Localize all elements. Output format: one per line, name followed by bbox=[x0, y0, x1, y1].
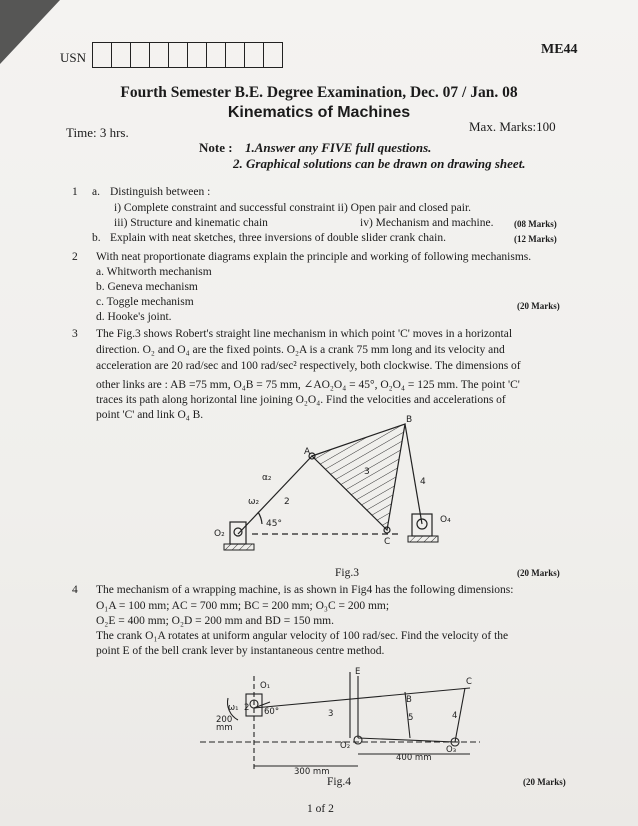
subject-code: ME44 bbox=[541, 42, 578, 57]
svg-text:C: C bbox=[466, 677, 472, 687]
svg-text:2: 2 bbox=[284, 497, 290, 507]
svg-text:O₃: O₃ bbox=[446, 745, 457, 755]
svg-text:A: A bbox=[304, 447, 311, 457]
svg-text:5: 5 bbox=[408, 713, 414, 723]
svg-text:ω₁: ω₁ bbox=[228, 703, 239, 713]
scan-corner bbox=[0, 0, 60, 64]
q1-a-line2b: iv) Mechanism and machine. bbox=[360, 217, 494, 229]
exam-title: Fourth Semester B.E. Degree Examination, Dec. 07 / Jan. 08 bbox=[120, 84, 518, 101]
note-line-1: 1.Answer any FIVE full questions. bbox=[245, 140, 432, 155]
fig3-diagram bbox=[200, 412, 460, 572]
time-allowed: Time: 3 hrs. bbox=[66, 125, 129, 140]
q3-line6: point 'C' and link O₄ B. bbox=[96, 409, 204, 421]
q4-line5: point E of the bell crank lever by instantaneous centre method. bbox=[96, 645, 385, 657]
q3-line3: acceleration are 20 rad/sec and 100 rad/sec² respectively, both clockwise. The dimensions of bbox=[96, 360, 521, 372]
svg-text:O₁: O₁ bbox=[260, 681, 271, 691]
q1-a-line1: i) Complete constraint and successful constraint ii) Open pair and closed pair. bbox=[114, 202, 472, 214]
svg-text:B: B bbox=[406, 695, 412, 705]
q3-number: 3 bbox=[72, 328, 78, 340]
svg-text:60°: 60° bbox=[264, 707, 280, 717]
q4-line1: The mechanism of a wrapping machine, is as shown in Fig4 has the following dimensions: bbox=[96, 584, 514, 596]
fig4-caption: Fig.4 bbox=[327, 776, 351, 788]
subject-title: Kinematics of Machines bbox=[227, 104, 411, 121]
q2-number: 2 bbox=[72, 251, 78, 263]
q2-text: With neat proportionate diagrams explain the principle and working of following mechanisms. bbox=[96, 251, 532, 263]
q3-line4: other links are : AB =75 mm, O₄B = 75 mm, ∠AO₂O₄ = 45°, O₂O₄ = 125 mm. The point 'C' bbox=[96, 379, 520, 391]
svg-text:200: 200 bbox=[216, 715, 233, 725]
q1-b-marks: (12 Marks) bbox=[514, 234, 557, 244]
q3-line1: The Fig.3 shows Robert's straight line mechanism in which point 'C' moves in a horizontal bbox=[96, 328, 513, 340]
svg-text:B: B bbox=[406, 415, 413, 425]
svg-text:O₂: O₂ bbox=[340, 741, 351, 751]
svg-text:α₂: α₂ bbox=[262, 473, 272, 483]
note-line-2: 2. Graphical solutions can be drawn on drawing sheet. bbox=[233, 156, 526, 171]
fig3-caption: Fig.3 bbox=[335, 567, 359, 579]
q4-number: 4 bbox=[72, 584, 78, 596]
svg-text:C: C bbox=[384, 537, 391, 547]
q4-line3: O₂E = 400 mm; O₂D = 200 mm and BD = 150 mm. bbox=[96, 615, 334, 627]
q2-a: a. Whitworth mechanism bbox=[96, 266, 212, 278]
svg-text:4: 4 bbox=[420, 477, 426, 487]
usn-boxes bbox=[92, 42, 283, 68]
fig4-diagram bbox=[200, 662, 500, 780]
svg-text:O₂: O₂ bbox=[214, 529, 225, 539]
q2-marks: (20 Marks) bbox=[517, 301, 560, 311]
svg-text:mm: mm bbox=[216, 723, 233, 733]
svg-text:300 mm: 300 mm bbox=[294, 767, 330, 777]
q1-b-text: Explain with neat sketches, three inversions of double slider crank chain. bbox=[110, 232, 446, 244]
svg-text:O₄: O₄ bbox=[440, 515, 451, 525]
q4-marks: (20 Marks) bbox=[523, 777, 566, 787]
q4-line2: O₁A = 100 mm; AC = 700 mm; BC = 200 mm; O₃C = 200 mm; bbox=[96, 600, 390, 612]
q3-marks: (20 Marks) bbox=[517, 568, 560, 578]
q1-a-text: Distinguish between : bbox=[110, 186, 211, 198]
note-label: Note : bbox=[199, 140, 233, 155]
q1-a-label: a. bbox=[92, 186, 100, 198]
svg-text:4: 4 bbox=[452, 711, 458, 721]
q2-b: b. Geneva mechanism bbox=[96, 281, 198, 293]
q1-b-label: b. bbox=[92, 232, 101, 244]
q3-line5: traces its path along horizontal line joining O₂O₄. Find the velocities and accelerations of bbox=[96, 394, 506, 406]
q2-c: c. Toggle mechanism bbox=[96, 296, 194, 308]
svg-text:3: 3 bbox=[328, 709, 334, 719]
svg-text:E: E bbox=[355, 667, 361, 677]
svg-text:400 mm: 400 mm bbox=[396, 753, 432, 763]
usn-label: USN bbox=[60, 50, 87, 65]
q2-d: d. Hooke's joint. bbox=[96, 311, 172, 323]
svg-text:45°: 45° bbox=[266, 519, 282, 529]
svg-text:ω₂: ω₂ bbox=[248, 497, 260, 507]
page-number: 1 of 2 bbox=[307, 803, 334, 815]
q4-line4: The crank O₁A rotates at uniform angular velocity of 100 rad/sec. Find the velocity of the bbox=[96, 630, 509, 642]
q3-line2: direction. O₂ and O₄ are the fixed points. O₂A is a crank 75 mm long and its velocity and bbox=[96, 344, 505, 356]
max-marks: Max. Marks:100 bbox=[469, 119, 556, 134]
q1-a-marks: (08 Marks) bbox=[514, 219, 557, 229]
q1-a-line2a: iii) Structure and kinematic chain bbox=[114, 217, 268, 229]
svg-text:3: 3 bbox=[364, 467, 370, 477]
svg-text:2: 2 bbox=[244, 703, 250, 713]
q1-number: 1 bbox=[72, 186, 78, 198]
